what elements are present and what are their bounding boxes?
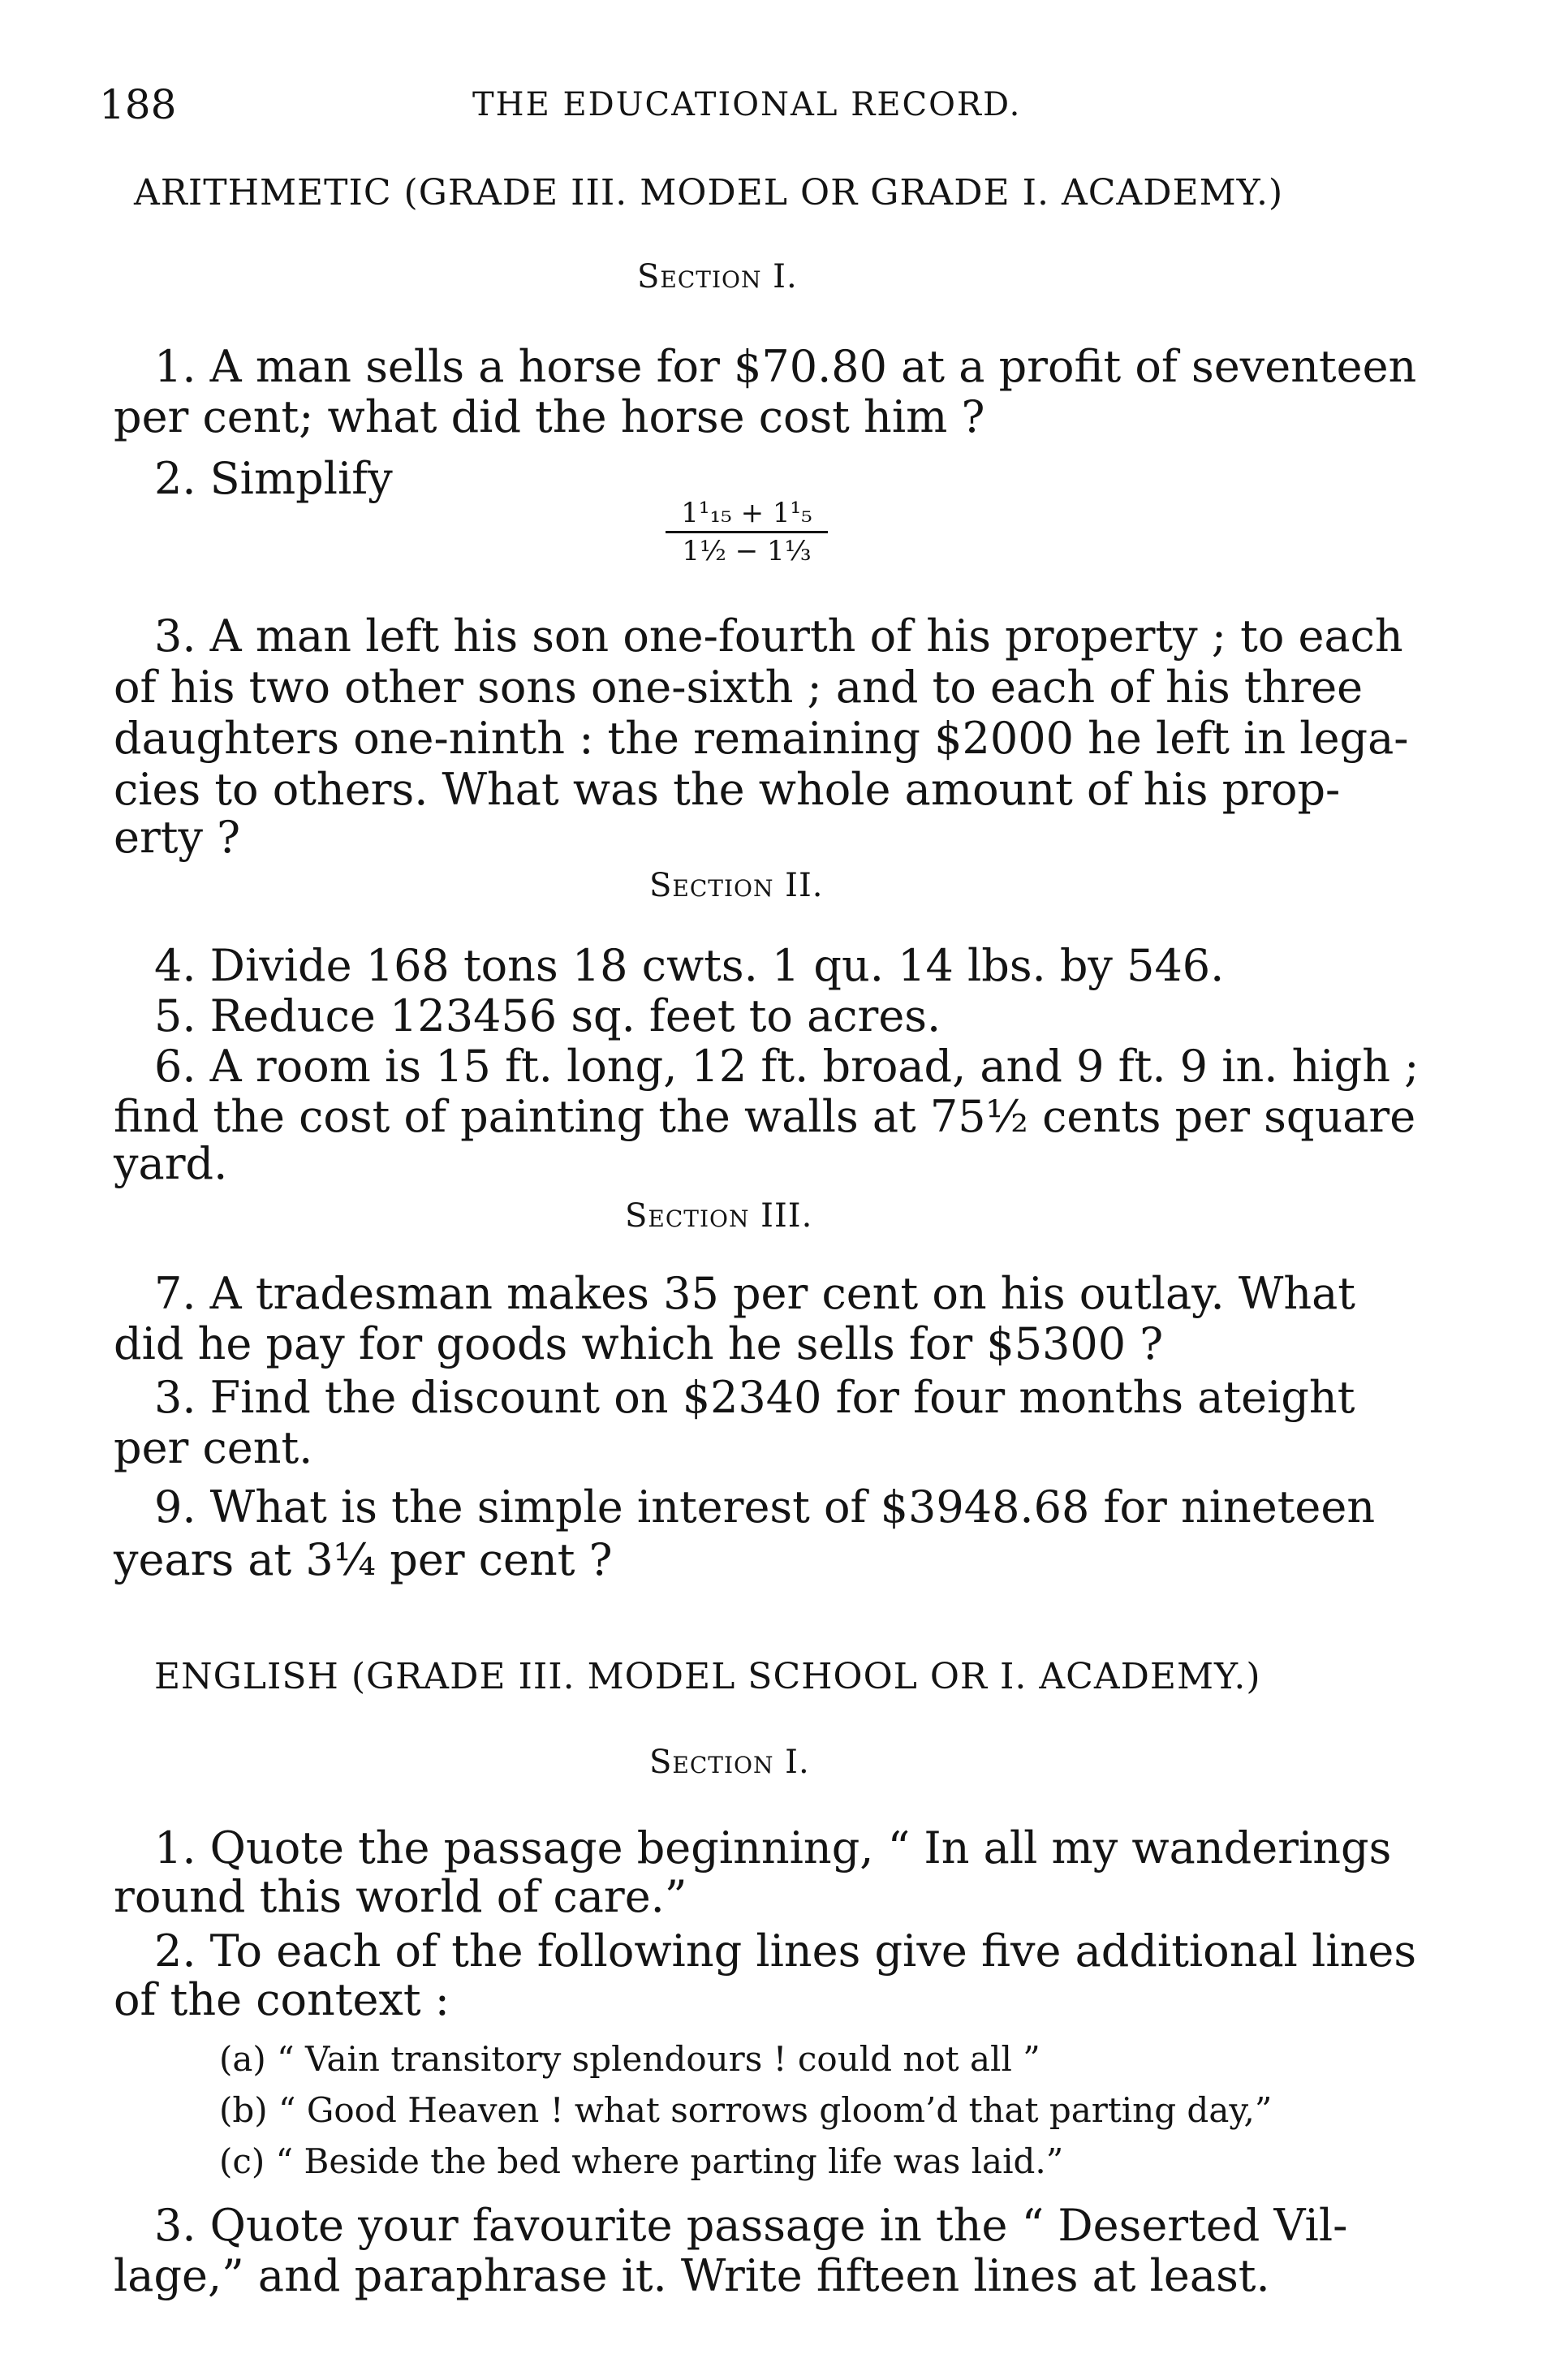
journal-title: THE EDUCATIONAL RECORD. [472,86,1022,123]
english-heading: ENGLISH (GRADE III. MODEL SCHOOL OR I. ACADEMY.) [154,1656,1261,1697]
arith-q6-line-2: find the cost of painting the walls at 75½ cents per square [114,1091,1416,1142]
arith-q2-fraction [666,497,828,567]
arith-q3-line-4: cies to others. What was the whole amount of his prop- [114,764,1341,815]
eng-q3-line-1: 3. Quote your favourite passage in the “ Deserted Vil- [154,2200,1348,2251]
arith-q2: 2. Simplify [154,453,393,504]
fraction-denominator: 1½ − 1⅓ [682,535,812,567]
arith-q6-line-1: 6. A room is 15 ft. long, 12 ft. broad, and 9 ft. 9 in. high ; [154,1041,1420,1092]
arith-q3-line-1: 3. A man left his son one-fourth of his property ; to each [154,610,1403,662]
arith-q5: 5. Reduce 123456 sq. feet to acres. [154,990,941,1041]
fraction-numerator: 1¹₁₅ + 1¹₅ [666,497,828,533]
eng-q1-line-2: round this world of care.” [114,1871,687,1922]
arith-q9-line-1: 9. What is the simple interest of $3948.68 for nineteen [154,1481,1376,1533]
eng-q2-line-c: (c) “ Beside the bed where parting life was laid.” [219,2141,1064,2181]
arith-q3-line-5: erty ? [114,812,241,863]
arithmetic-section-3: Section III. [625,1197,813,1235]
eng-q2-line-2: of the context : [114,1974,450,2025]
arith-q4: 4. Divide 168 tons 18 cwts. 1 qu. 14 lbs. by 546. [154,940,1225,991]
arith-q7-line-1: 7. A tradesman makes 35 per cent on his outlay. What [154,1268,1355,1319]
arithmetic-section-2: Section II. [649,867,824,904]
eng-q2-line-b: (b) “ Good Heaven ! what sorrows gloom’d that parting day,” [219,2090,1273,2130]
arith-q6-line-3: yard. [114,1138,228,1189]
english-section-1: Section I. [649,1744,810,1781]
page-number: 188 [99,81,177,128]
arith-q3-line-3: daughters one-ninth : the remaining $2000 he left in lega- [114,713,1409,764]
arith-q3-line-2: of his two other sons one-sixth ; and to each of his three [114,662,1364,713]
arith-q8-line-2: per cent. [114,1422,313,1473]
eng-q3-line-2: lage,” and paraphrase it. Write fifteen lines at least. [114,2250,1270,2301]
eng-q2-line-a: (a) “ Vain transitory splendours ! could not all ” [219,2039,1040,2079]
arith-q1-line-1: 1. A man sells a horse for $70.80 at a profit of seventeen [154,341,1417,392]
arith-q8-line-1: 3. Find the discount on $2340 for four months ateight [154,1372,1355,1423]
arithmetic-section-1: Section I. [637,258,798,295]
arith-q1-line-2: per cent; what did the horse cost him ? [114,391,985,442]
eng-q2-line-1: 2. To each of the following lines give five additional lines [154,1925,1417,1977]
arith-q9-line-2: years at 3¼ per cent ? [114,1534,613,1585]
arith-q7-line-2: did he pay for goods which he sells for $5300 ? [114,1318,1164,1369]
arithmetic-heading: ARITHMETIC (GRADE III. MODEL OR GRADE I. ACADEMY.) [134,172,1284,213]
eng-q1-line-1: 1. Quote the passage beginning, “ In all my wanderings [154,1822,1392,1873]
